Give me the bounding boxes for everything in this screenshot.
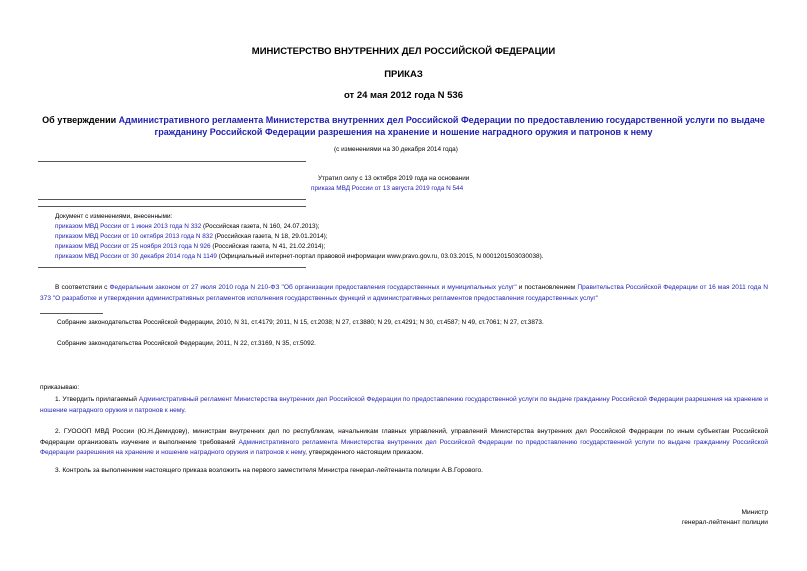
change-source: (Российская газета, N 41, 21.02.2014); xyxy=(210,243,326,250)
changes-item xyxy=(55,232,328,243)
separator-rule xyxy=(38,206,306,207)
order-paragraph-3: 3. Контроль за выполнением настоящего приказа возложить на первого заместителя Министра генерал-лейтенанта полиции А.В.Горового. xyxy=(55,467,483,474)
expired-order-link[interactable]: приказа МВД России от 13 августа 2019 года N 544 xyxy=(311,185,464,192)
government-decree-link[interactable]: Правительства Российской Федерации от 16 мая 2011 года N 373 "О разработке и утверждении административных регламентов исполнения государственных функций и административных регламентов предоставления государственных услуг" xyxy=(40,284,768,302)
changes-item xyxy=(55,222,319,233)
doc-date-number: от 24 мая 2012 года N 536 xyxy=(343,90,464,101)
regulation-link[interactable]: Административного регламента Министерства внутренних дел Российской Федерации по предоставлению государственной услуги по выдаче гражданину Российской Федерации разрешения на хранение и ношение наградного оружия и патронов к нему xyxy=(40,438,768,456)
paragraph-text: . xyxy=(184,406,186,414)
order-paragraph-2 xyxy=(40,427,768,459)
paragraph-text: , утвержденного настоящим приказом. xyxy=(305,449,424,456)
change-source: (Российская газета, N 160, 24.07.2013); xyxy=(201,223,320,230)
title-prefix: Об утверждении xyxy=(42,115,119,125)
document-title xyxy=(40,114,767,138)
ministry-heading: МИНИСТЕРСТВО ВНУТРЕННИХ ДЕЛ РОССИЙСКОЙ ФЕДЕРАЦИИ xyxy=(251,46,556,57)
changes-item xyxy=(55,242,325,253)
preamble-text: и постановлением xyxy=(516,284,578,291)
change-order-link[interactable]: приказом МВД России от 25 ноября 2013 года N 926 xyxy=(55,243,211,250)
paragraph-text: 1. Утвердить прилагаемый xyxy=(55,396,139,403)
expired-note: Утратил силу с 13 октября 2019 года на основании xyxy=(318,175,470,182)
prikazyvayu: приказываю: xyxy=(40,384,80,391)
footnote-1: Собрание законодательства Российской Федерации, 2010, N 31, ст.4179; 2011, N 15, ст.2038; N 27, ст.3880; N 29, ст.4291; N 30, ст.4587; N 49, ст.7061; N 27, ст.3873. xyxy=(57,319,544,326)
changes-item xyxy=(55,252,544,263)
changes-heading: Документ с изменениями, внесенными: xyxy=(55,213,173,220)
preamble-text: В соответствии с xyxy=(55,284,110,291)
separator-rule xyxy=(38,161,306,162)
change-order-link[interactable]: приказом МВД России от 1 июня 2013 года N 332 xyxy=(55,223,202,230)
footnote-2: Собрание законодательства Российской Федерации, 2011, N 22, ст.3169, N 35, ст.5092. xyxy=(57,340,316,347)
order-paragraph-1 xyxy=(40,395,768,416)
change-source: (Официальный интернет-портал правовой информации www.pravo.gov.ru, 03.03.2015, N 0001201503030038). xyxy=(216,253,544,260)
separator-rule xyxy=(38,199,306,200)
change-order-link[interactable]: приказом МВД России от 30 декабря 2014 года N 1149 xyxy=(55,253,217,260)
amended-note: (с изменениями на 30 декабря 2014 года) xyxy=(334,146,458,153)
paragraph-text: 2. ГУОООП МВД России (Ю.Н.Демидову), министрам внутренних дел по республикам, начальникам главных управлений, управлений Министерства внутренних дел Российской Федерации по иным субъектам Российской Федерации организовать изучение и выполнение требований xyxy=(40,428,768,446)
regulation-link[interactable]: Административный регламент Министерства внутренних дел Российской Федерации по предоставлению государственной услуги по выдаче гражданину Российской Федерации разрешения на хранение и ношение наградного оружия и патронов к нему xyxy=(40,396,768,414)
change-source: (Российская газета, N 18, 29.01.2014); xyxy=(212,233,328,240)
doc-type: ПРИКАЗ xyxy=(384,69,423,80)
signature-title: Министр xyxy=(741,509,768,516)
title-regulation-link[interactable]: Административного регламента Министерства внутренних дел Российской Федерации по предоставлению государственной услуги по выдаче гражданину Российской Федерации разрешения на хранение и ношение наградного оружия и патронов к нему xyxy=(118,115,765,137)
federal-law-link[interactable]: Федеральным законом от 27 июля 2010 года N 210-ФЗ "Об организации предоставления государственных и муниципальных услуг" xyxy=(109,284,517,291)
signature-rank: генерал-лейтенант полиции xyxy=(682,519,768,526)
preamble-paragraph xyxy=(40,283,768,304)
separator-rule xyxy=(38,267,306,268)
footnote-rule xyxy=(40,313,103,314)
change-order-link[interactable]: приказом МВД России от 10 октября 2013 года N 832 xyxy=(55,233,213,240)
